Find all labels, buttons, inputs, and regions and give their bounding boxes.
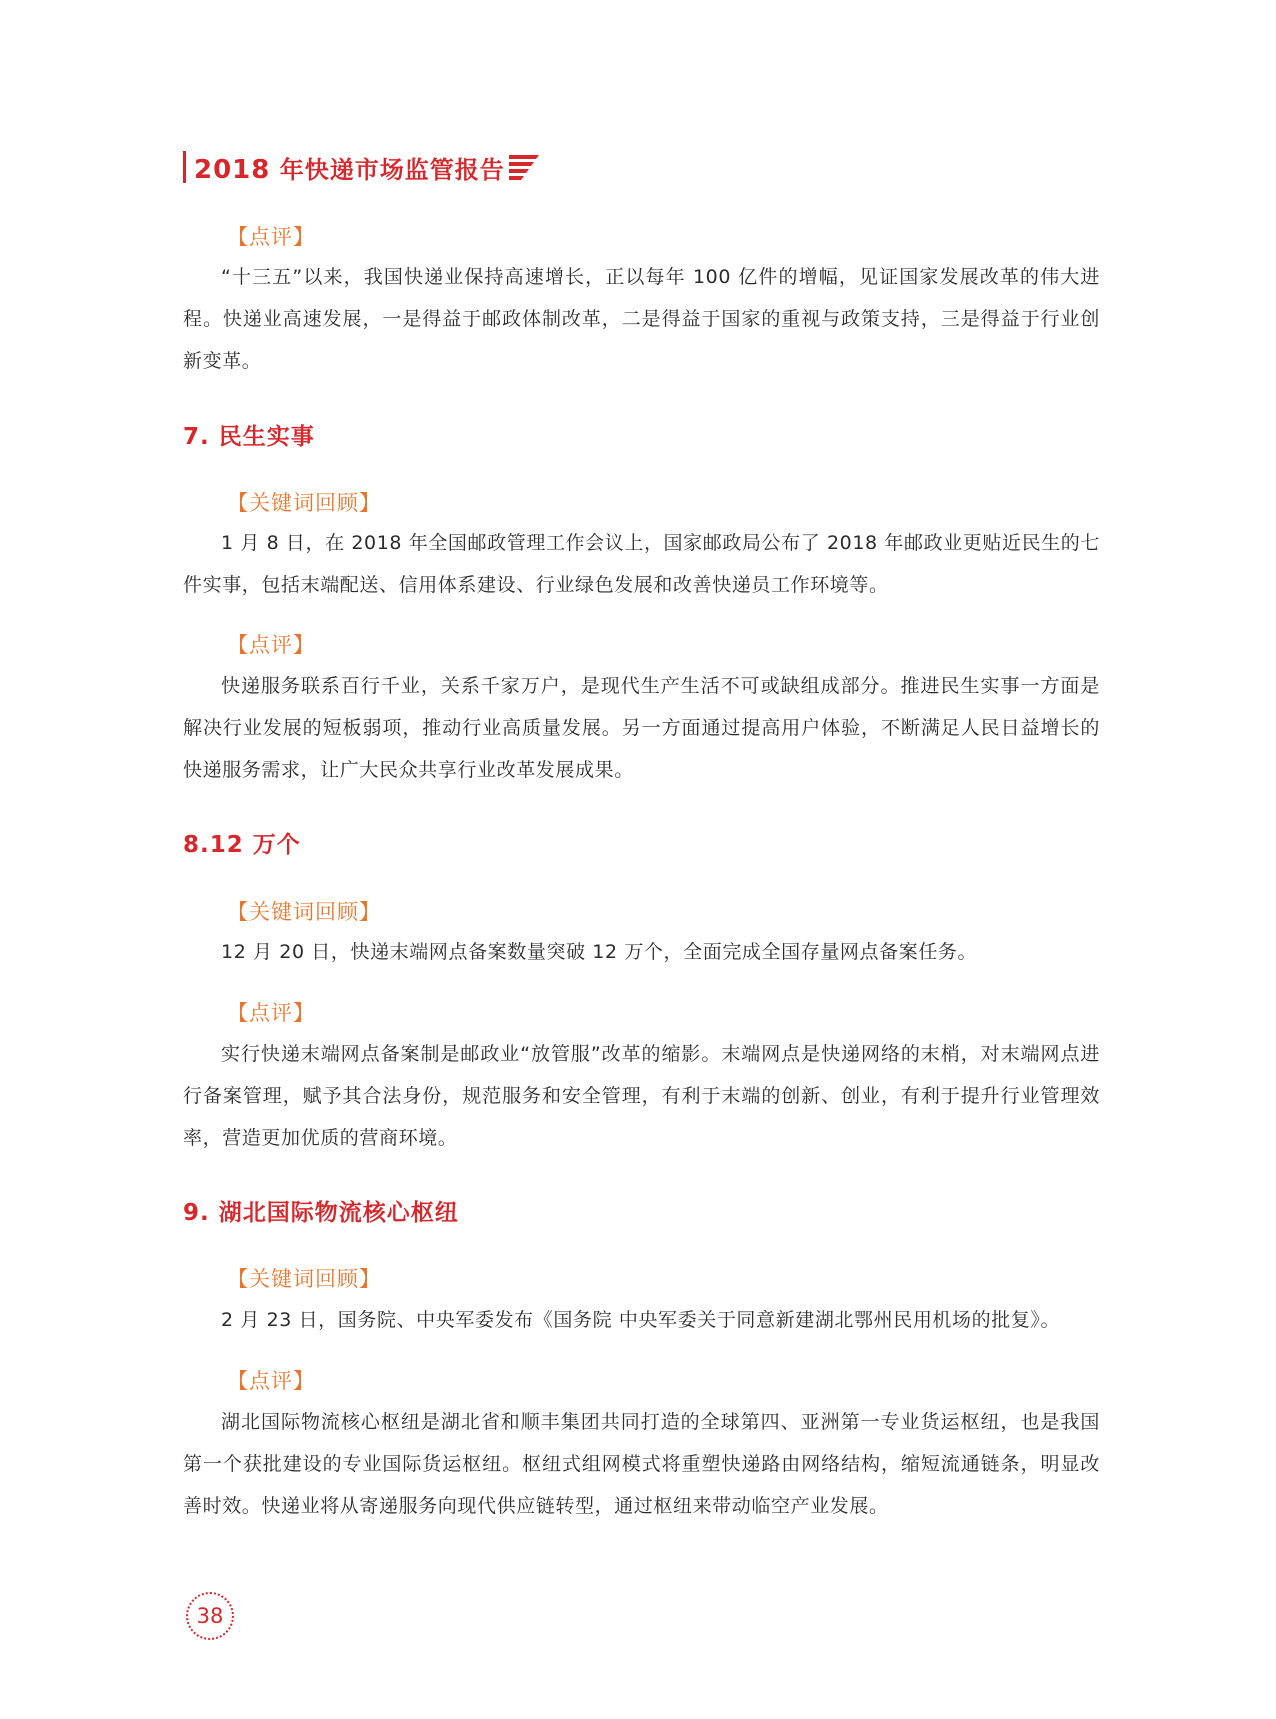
header-accent-bar: [183, 151, 186, 183]
report-title: [194, 150, 505, 185]
keyword-review-paragraph: 1 月 8 日，在 2018 年全国邮政管理工作会议上，国家邮政局公布了 2018 年邮政业更贴近民生的七件实事，包括末端配送、信用体系建设、行业绿色发展和改善快递员工作环境等。: [183, 532, 1100, 596]
comment-label: 【点评】: [227, 1001, 315, 1025]
comment-label: 【点评】: [227, 1369, 315, 1393]
comment-label: 【点评】: [227, 633, 315, 657]
keyword-review-paragraph: 12 月 20 日，快递末端网点备案数量突破 12 万个，全面完成全国存量网点备案任务。: [221, 941, 978, 963]
report-title-text: 年快递市场监管报告: [279, 155, 505, 184]
page-number: 38: [186, 1592, 234, 1640]
keyword-review-label: 【关键词回顾】: [227, 900, 381, 924]
comment-label: 【点评】: [227, 225, 315, 249]
keyword-review-paragraph: 2 月 23 日，国务院、中央军委发布《国务院 中央军委关于同意新建湖北鄂州民用机场的批复》。: [221, 1309, 1061, 1331]
keyword-review-label: 【关键词回顾】: [227, 1267, 381, 1291]
comment-paragraph: “十三五”以来，我国快递业保持高速增长，正以每年 100 亿件的增幅，见证国家发展改革的伟大进程。快递业高速发展，一是得益于邮政体制改革，二是得益于国家的重视与政策支持，三是得益于行业创新变革。: [183, 266, 1100, 372]
comment-paragraph: 实行快递末端网点备案制是邮政业“放管服”改革的缩影。末端网点是快递网络的末梢，对末端网点进行备案管理，赋予其合法身份，规范服务和安全管理，有利于末端的创新、创业，有利于提升行业管理效率，营造更加优质的营商环境。: [183, 1043, 1100, 1149]
report-header: [183, 150, 539, 184]
keyword-review-label: 【关键词回顾】: [227, 491, 381, 515]
report-year: 2018: [194, 154, 271, 185]
section-8-title: 8.12 万个: [183, 832, 301, 858]
section-7-title: 7. 民生实事: [183, 424, 315, 450]
stripe-triangle-icon: [509, 152, 539, 182]
comment-paragraph: 湖北国际物流核心枢纽是湖北省和顺丰集团共同打造的全球第四、亚洲第一专业货运枢纽，也是我国第一个获批建设的专业国际货运枢纽。枢纽式组网模式将重塑快递路由网络结构，缩短流通链条，明显改善时效。快递业将从寄递服务向现代供应链转型，通过枢纽来带动临空产业发展。: [183, 1411, 1100, 1517]
section-9-title: 9. 湖北国际物流核心枢纽: [183, 1200, 459, 1226]
comment-paragraph: 快递服务联系百行千业，关系千家万户，是现代生产生活不可或缺组成部分。推进民生实事一方面是解决行业发展的短板弱项，推动行业高质量发展。另一方面通过提高用户体验，不断满足人民日益增长的快递服务需求，让广大民众共享行业改革发展成果。: [183, 675, 1100, 781]
